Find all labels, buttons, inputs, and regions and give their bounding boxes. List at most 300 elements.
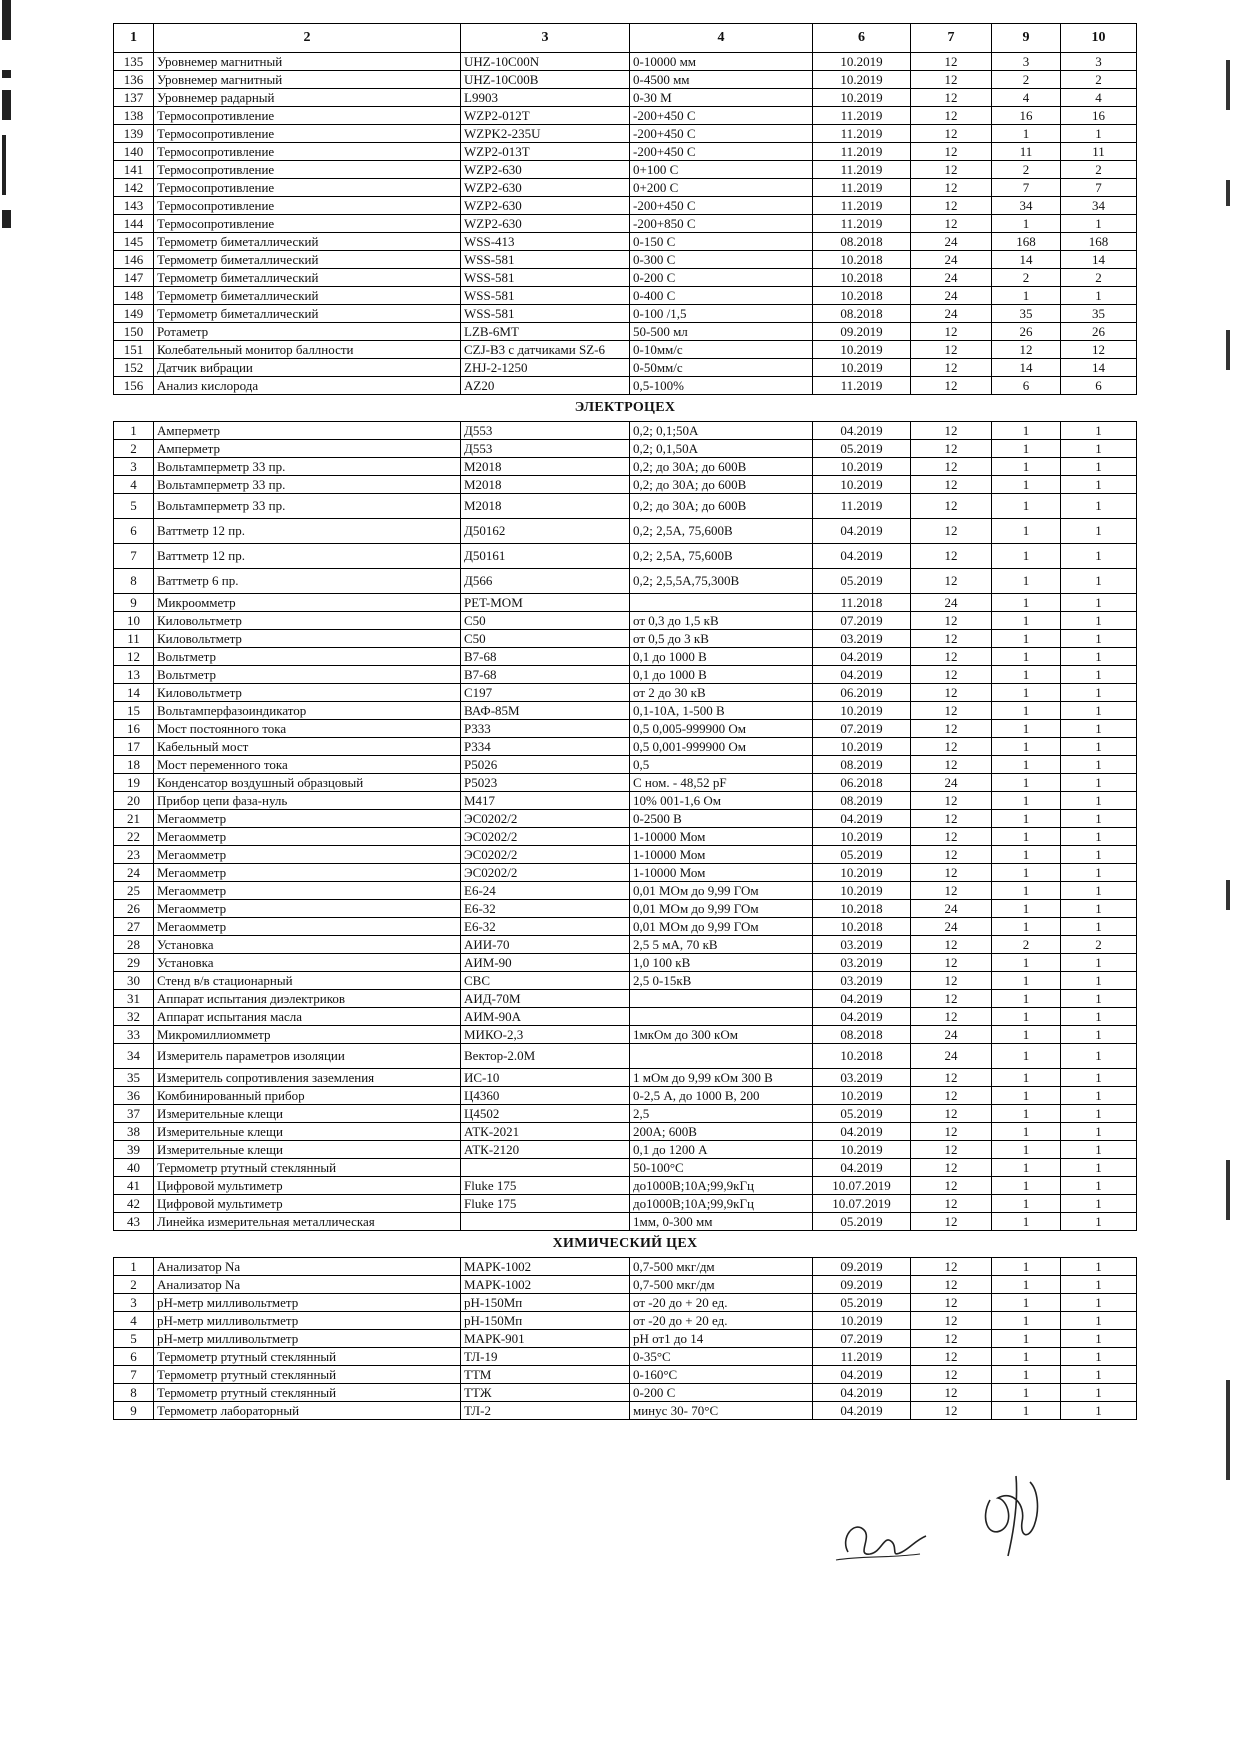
handwritten-signature-1 — [830, 1490, 940, 1570]
table-row — [114, 359, 1137, 377]
calibration-date: 10.2019 — [813, 476, 911, 494]
quantity-total: 1 — [1061, 1348, 1137, 1366]
quantity: 14 — [992, 359, 1061, 377]
measurement-range: -200+450 С — [630, 143, 813, 161]
instrument-type — [461, 1159, 630, 1177]
instrument-name: Мост постоянного тока — [154, 720, 461, 738]
quantity: 1 — [992, 1177, 1061, 1195]
quantity-total: 1 — [1061, 846, 1137, 864]
quantity-total: 1 — [1061, 810, 1137, 828]
calibration-date: 10.2019 — [813, 341, 911, 359]
quantity-total: 3 — [1061, 53, 1137, 71]
calibration-date: 11.2019 — [813, 215, 911, 233]
instrument-type: WZP2-630 — [461, 215, 630, 233]
calibration-date: 10.2019 — [813, 738, 911, 756]
instrument-type: ЭС0202/2 — [461, 828, 630, 846]
instrument-name: Термометр биметаллический — [154, 287, 461, 305]
row-number: 135 — [114, 53, 154, 71]
quantity: 1 — [992, 1276, 1061, 1294]
row-number: 25 — [114, 882, 154, 900]
interval-months: 12 — [911, 1087, 992, 1105]
measurement-range: 0-2,5 А, до 1000 В, 200 — [630, 1087, 813, 1105]
row-number: 19 — [114, 774, 154, 792]
instrument-name: Вольтамперметр 33 пр. — [154, 494, 461, 519]
quantity-total: 1 — [1061, 125, 1137, 143]
instrument-type: ЭС0202/2 — [461, 810, 630, 828]
quantity: 1 — [992, 594, 1061, 612]
quantity: 1 — [992, 972, 1061, 990]
interval-months: 12 — [911, 846, 992, 864]
measurement-range: 1,0 100 кВ — [630, 954, 813, 972]
table-row — [114, 519, 1137, 544]
instrument-type: ТТЖ — [461, 1384, 630, 1402]
instrumentation-group — [114, 53, 1137, 395]
quantity-total: 1 — [1061, 1294, 1137, 1312]
measurement-range: 0,1 до 1000 В — [630, 666, 813, 684]
quantity: 1 — [992, 882, 1061, 900]
instrument-name: Цифровой мультиметр — [154, 1177, 461, 1195]
calibration-date: 03.2019 — [813, 1069, 911, 1087]
row-number: 27 — [114, 918, 154, 936]
instrument-name: Мегаомметр — [154, 900, 461, 918]
quantity-total: 1 — [1061, 918, 1137, 936]
calibration-date: 05.2019 — [813, 1213, 911, 1231]
calibration-date: 10.2018 — [813, 251, 911, 269]
interval-months: 24 — [911, 233, 992, 251]
quantity: 1 — [992, 1213, 1061, 1231]
row-number: 11 — [114, 630, 154, 648]
table-row — [114, 179, 1137, 197]
row-number: 146 — [114, 251, 154, 269]
measurement-range: 0,2; до 30А; до 600В — [630, 458, 813, 476]
calibration-date: 09.2019 — [813, 1276, 911, 1294]
quantity: 35 — [992, 305, 1061, 323]
table-row — [114, 1348, 1137, 1366]
row-number: 43 — [114, 1213, 154, 1231]
instrument-name: Уровнемер магнитный — [154, 53, 461, 71]
instrument-name: Термометр биметаллический — [154, 269, 461, 287]
quantity: 1 — [992, 1348, 1061, 1366]
calibration-date: 05.2019 — [813, 1105, 911, 1123]
row-number: 151 — [114, 341, 154, 359]
row-number: 6 — [114, 1348, 154, 1366]
interval-months: 12 — [911, 71, 992, 89]
measurement-range: 0-400 С — [630, 287, 813, 305]
interval-months: 12 — [911, 792, 992, 810]
interval-months: 24 — [911, 305, 992, 323]
table-row — [114, 269, 1137, 287]
interval-months: 24 — [911, 251, 992, 269]
instrument-name: Уровнемер радарный — [154, 89, 461, 107]
quantity: 1 — [992, 1258, 1061, 1276]
row-number: 8 — [114, 1384, 154, 1402]
quantity-total: 1 — [1061, 458, 1137, 476]
instrument-name: Вольтамперметр 33 пр. — [154, 458, 461, 476]
instrument-type: ЭС0202/2 — [461, 864, 630, 882]
quantity: 1 — [992, 828, 1061, 846]
instrument-type: Д50161 — [461, 544, 630, 569]
table-row — [114, 954, 1137, 972]
instrument-type: АИИ-70 — [461, 936, 630, 954]
interval-months: 24 — [911, 287, 992, 305]
instrument-name: Киловольтметр — [154, 612, 461, 630]
row-number: 136 — [114, 71, 154, 89]
measurement-range: 200А; 600В — [630, 1123, 813, 1141]
row-number: 144 — [114, 215, 154, 233]
table-row — [114, 1044, 1137, 1069]
calibration-date: 10.2018 — [813, 918, 911, 936]
table-row — [114, 1366, 1137, 1384]
measurement-range: до1000В;10А;99,9кГц — [630, 1195, 813, 1213]
instrument-name: Мегаомметр — [154, 864, 461, 882]
instrument-type — [461, 1213, 630, 1231]
instrument-name: Уровнемер магнитный — [154, 71, 461, 89]
measurement-range: 0,2; 0,1;50А — [630, 422, 813, 440]
quantity: 1 — [992, 684, 1061, 702]
calibration-date: 04.2019 — [813, 1123, 911, 1141]
instrument-type: МИКО-2,3 — [461, 1026, 630, 1044]
table-row — [114, 1123, 1137, 1141]
measurement-range: -200+450 С — [630, 197, 813, 215]
measurement-range: 0-100 /1,5 — [630, 305, 813, 323]
instrument-type: Вектор-2.0М — [461, 1044, 630, 1069]
quantity: 1 — [992, 954, 1061, 972]
measurement-range: 1 мОм до 9,99 кОм 300 В — [630, 1069, 813, 1087]
table-row — [114, 774, 1137, 792]
measurement-range: 0-2500 В — [630, 810, 813, 828]
quantity-total: 14 — [1061, 251, 1137, 269]
quantity: 2 — [992, 161, 1061, 179]
quantity: 14 — [992, 251, 1061, 269]
row-number: 33 — [114, 1026, 154, 1044]
table-row — [114, 1195, 1137, 1213]
measurement-range: 0,01 МОм до 9,99 ГОм — [630, 882, 813, 900]
interval-months: 12 — [911, 341, 992, 359]
quantity: 1 — [992, 1312, 1061, 1330]
table-row — [114, 1312, 1137, 1330]
interval-months: 12 — [911, 323, 992, 341]
quantity-total: 34 — [1061, 197, 1137, 215]
table-row — [114, 197, 1137, 215]
instrument-type: WSS-413 — [461, 233, 630, 251]
quantity: 1 — [992, 1159, 1061, 1177]
register-table — [113, 23, 1137, 1420]
quantity: 1 — [992, 612, 1061, 630]
instrument-type: Р334 — [461, 738, 630, 756]
table-row — [114, 1026, 1137, 1044]
quantity: 1 — [992, 864, 1061, 882]
row-number: 22 — [114, 828, 154, 846]
table-row — [114, 1069, 1137, 1087]
table-row — [114, 1008, 1137, 1026]
instrument-type: WZPK2-235U — [461, 125, 630, 143]
measurement-range: 0,5 0,001-999900 Ом — [630, 738, 813, 756]
quantity-total: 1 — [1061, 215, 1137, 233]
quantity: 1 — [992, 1195, 1061, 1213]
quantity-total: 1 — [1061, 1366, 1137, 1384]
instrument-type: В7-68 — [461, 666, 630, 684]
table-row — [114, 494, 1137, 519]
measurement-range: 0-4500 мм — [630, 71, 813, 89]
interval-months: 12 — [911, 440, 992, 458]
table-row — [114, 251, 1137, 269]
instrument-name: Термосопротивление — [154, 125, 461, 143]
instrument-type: Р333 — [461, 720, 630, 738]
calibration-date: 10.2019 — [813, 53, 911, 71]
instrument-name: Термометр биметаллический — [154, 233, 461, 251]
quantity: 1 — [992, 738, 1061, 756]
instrument-name: Вольтметр — [154, 666, 461, 684]
table-row — [114, 846, 1137, 864]
interval-months: 12 — [911, 1258, 992, 1276]
measurement-range: 50-100°С — [630, 1159, 813, 1177]
scan-left-edge-marks — [0, 0, 14, 1754]
quantity: 1 — [992, 1330, 1061, 1348]
row-number: 5 — [114, 494, 154, 519]
instrument-name: Колебательный монитор баллности — [154, 341, 461, 359]
calibration-date: 07.2019 — [813, 612, 911, 630]
instrument-type: Д553 — [461, 422, 630, 440]
instrument-type: ТЛ-2 — [461, 1402, 630, 1420]
measurement-range: 0,5-100% — [630, 377, 813, 395]
measurement-range: 0,2; 0,1,50А — [630, 440, 813, 458]
calibration-date: 10.2019 — [813, 458, 911, 476]
calibration-date: 10.07.2019 — [813, 1177, 911, 1195]
interval-months: 24 — [911, 918, 992, 936]
instrument-name: Линейка измерительная металлическая — [154, 1213, 461, 1231]
instrument-name: Термосопротивление — [154, 197, 461, 215]
table-row — [114, 287, 1137, 305]
electro-group — [114, 422, 1137, 1231]
calibration-date: 10.2019 — [813, 359, 911, 377]
instrument-type: WZP2-630 — [461, 179, 630, 197]
table-row — [114, 972, 1137, 990]
row-number: 4 — [114, 476, 154, 494]
measurement-range: 0,7-500 мкг/дм — [630, 1276, 813, 1294]
instrument-type: LZB-6MT — [461, 323, 630, 341]
interval-months: 12 — [911, 1105, 992, 1123]
quantity-total: 2 — [1061, 269, 1137, 287]
instrument-name: Мегаомметр — [154, 828, 461, 846]
measurement-range: от 2 до 30 кВ — [630, 684, 813, 702]
interval-months: 12 — [911, 422, 992, 440]
interval-months: 12 — [911, 648, 992, 666]
measurement-range: 0-160°С — [630, 1366, 813, 1384]
quantity-total: 6 — [1061, 377, 1137, 395]
instrument-name: Мегаомметр — [154, 918, 461, 936]
measurement-range: 0-150 С — [630, 233, 813, 251]
interval-months: 12 — [911, 1177, 992, 1195]
table-row — [114, 936, 1137, 954]
instrument-type: Е6-32 — [461, 900, 630, 918]
row-number: 42 — [114, 1195, 154, 1213]
interval-months: 12 — [911, 161, 992, 179]
quantity-total: 1 — [1061, 612, 1137, 630]
interval-months: 12 — [911, 1294, 992, 1312]
interval-months: 12 — [911, 107, 992, 125]
instrument-name: Прибор цепи фаза-нуль — [154, 792, 461, 810]
measurement-range: от 0,5 до 3 кВ — [630, 630, 813, 648]
table-row — [114, 53, 1137, 71]
measurement-range: -200+850 С — [630, 215, 813, 233]
interval-months: 12 — [911, 89, 992, 107]
interval-months: 12 — [911, 864, 992, 882]
table-row — [114, 125, 1137, 143]
measurement-range: 0,2; 2,5,5А,75,300В — [630, 569, 813, 594]
instrument-type: WSS-581 — [461, 287, 630, 305]
measurement-range: С ном. - 48,52 pF — [630, 774, 813, 792]
interval-months: 12 — [911, 1123, 992, 1141]
row-number: 16 — [114, 720, 154, 738]
instrument-name: Измерительные клещи — [154, 1123, 461, 1141]
table-row — [114, 569, 1137, 594]
instrument-name: Мост переменного тока — [154, 756, 461, 774]
table-row — [114, 1105, 1137, 1123]
col-header-7: 7 — [911, 24, 992, 53]
measurement-range: 0-30 М — [630, 89, 813, 107]
row-number: 20 — [114, 792, 154, 810]
instrument-type: Ц4360 — [461, 1087, 630, 1105]
measurement-range: 0-10000 мм — [630, 53, 813, 71]
measurement-range: 0,1 до 1000 В — [630, 648, 813, 666]
calibration-date: 04.2019 — [813, 810, 911, 828]
instrument-name: pH-метр милливольтметр — [154, 1312, 461, 1330]
quantity: 1 — [992, 702, 1061, 720]
row-number: 15 — [114, 702, 154, 720]
quantity-total: 168 — [1061, 233, 1137, 251]
quantity-total: 1 — [1061, 1276, 1137, 1294]
interval-months: 12 — [911, 197, 992, 215]
row-number: 40 — [114, 1159, 154, 1177]
quantity: 1 — [992, 900, 1061, 918]
calibration-date: 04.2019 — [813, 648, 911, 666]
quantity: 3 — [992, 53, 1061, 71]
calibration-date: 11.2018 — [813, 594, 911, 612]
instrument-type: WSS-581 — [461, 305, 630, 323]
instrument-type: Д553 — [461, 440, 630, 458]
row-number: 138 — [114, 107, 154, 125]
table-row — [114, 107, 1137, 125]
quantity: 168 — [992, 233, 1061, 251]
quantity-total: 1 — [1061, 666, 1137, 684]
calibration-date: 04.2019 — [813, 544, 911, 569]
quantity-total: 1 — [1061, 422, 1137, 440]
calibration-date: 08.2018 — [813, 305, 911, 323]
table-row — [114, 476, 1137, 494]
table-row — [114, 215, 1137, 233]
row-number: 139 — [114, 125, 154, 143]
instrument-name: Ротаметр — [154, 323, 461, 341]
row-number: 7 — [114, 1366, 154, 1384]
interval-months: 12 — [911, 215, 992, 233]
row-number: 152 — [114, 359, 154, 377]
col-header-9: 9 — [992, 24, 1061, 53]
measurement-range: -200+450 С — [630, 107, 813, 125]
quantity: 1 — [992, 774, 1061, 792]
row-number: 8 — [114, 569, 154, 594]
row-number: 143 — [114, 197, 154, 215]
instrument-type: В7-68 — [461, 648, 630, 666]
row-number: 1 — [114, 1258, 154, 1276]
table-row — [114, 1330, 1137, 1348]
quantity: 1 — [992, 756, 1061, 774]
row-number: 9 — [114, 594, 154, 612]
calibration-date: 04.2019 — [813, 1008, 911, 1026]
interval-months: 12 — [911, 936, 992, 954]
calibration-date: 04.2019 — [813, 519, 911, 544]
instrument-name: Измеритель параметров изоляции — [154, 1044, 461, 1069]
interval-months: 12 — [911, 53, 992, 71]
row-number: 41 — [114, 1177, 154, 1195]
interval-months: 12 — [911, 1402, 992, 1420]
calibration-date: 04.2019 — [813, 1384, 911, 1402]
instrument-type: М2018 — [461, 458, 630, 476]
calibration-date: 10.2019 — [813, 1087, 911, 1105]
quantity-total: 1 — [1061, 1105, 1137, 1123]
quantity: 1 — [992, 1123, 1061, 1141]
instrument-type: Fluke 175 — [461, 1177, 630, 1195]
calibration-date: 03.2019 — [813, 972, 911, 990]
table-row — [114, 440, 1137, 458]
instrument-type: АИМ-90 — [461, 954, 630, 972]
quantity-total: 1 — [1061, 792, 1137, 810]
quantity: 1 — [992, 287, 1061, 305]
measurement-range: 1-10000 Мом — [630, 828, 813, 846]
quantity: 1 — [992, 544, 1061, 569]
table-row — [114, 161, 1137, 179]
instrument-name: Кабельный мост — [154, 738, 461, 756]
instrument-type: ЭС0202/2 — [461, 846, 630, 864]
interval-months: 12 — [911, 612, 992, 630]
measurement-range — [630, 990, 813, 1008]
table-row — [114, 341, 1137, 359]
instrument-name: Киловольтметр — [154, 630, 461, 648]
measurement-range: 0,5 0,005-999900 Ом — [630, 720, 813, 738]
interval-months: 12 — [911, 756, 992, 774]
instrument-type: CZJ-B3 с датчиками SZ-6 — [461, 341, 630, 359]
table-row — [114, 305, 1137, 323]
measurement-range: 0,7-500 мкг/дм — [630, 1258, 813, 1276]
row-number: 142 — [114, 179, 154, 197]
calibration-date: 11.2019 — [813, 1348, 911, 1366]
measurement-range: 50-500 мл — [630, 323, 813, 341]
instrument-type: WZP2-012T — [461, 107, 630, 125]
instrument-name: Микромиллиомметр — [154, 1026, 461, 1044]
table-row — [114, 323, 1137, 341]
row-number: 36 — [114, 1087, 154, 1105]
quantity: 1 — [992, 440, 1061, 458]
quantity: 1 — [992, 1402, 1061, 1420]
interval-months: 12 — [911, 377, 992, 395]
table-row — [114, 1402, 1137, 1420]
quantity-total: 1 — [1061, 1213, 1137, 1231]
quantity: 1 — [992, 1069, 1061, 1087]
row-number: 3 — [114, 458, 154, 476]
instrument-name: Амперметр — [154, 422, 461, 440]
measurement-range — [630, 1008, 813, 1026]
instrument-type: WSS-581 — [461, 269, 630, 287]
instrument-name: pH-метр милливольтметр — [154, 1294, 461, 1312]
interval-months: 12 — [911, 972, 992, 990]
instrument-type: АИД-70М — [461, 990, 630, 1008]
table-row — [114, 233, 1137, 251]
measurement-range: 0-35°С — [630, 1348, 813, 1366]
instrument-type: Д566 — [461, 569, 630, 594]
calibration-date: 10.2019 — [813, 71, 911, 89]
calibration-date: 07.2019 — [813, 720, 911, 738]
interval-months: 12 — [911, 179, 992, 197]
quantity: 1 — [992, 648, 1061, 666]
